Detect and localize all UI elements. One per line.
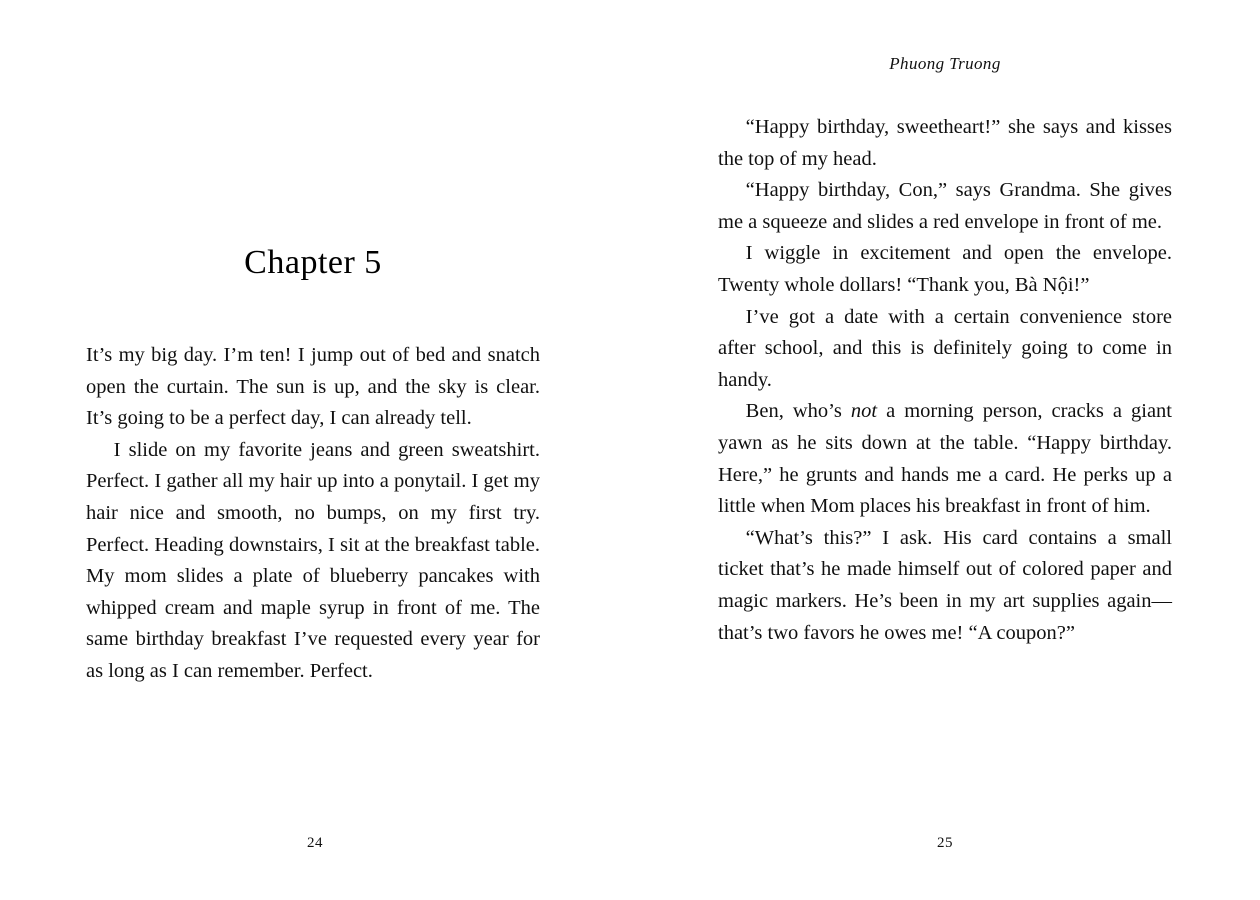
paragraph-part: a morning person, cracks a giant yawn as he sits down at the table. “Happy birthday. Here,” he grunts and hands me a card. He perks up a little when Mom places his breakfast in front of him. (718, 400, 1172, 518)
paragraph: “Happy birthday, sweetheart!” she says and kisses the top of my head. (718, 116, 1172, 170)
right-body-text (718, 112, 1172, 649)
paragraph (718, 396, 1172, 522)
left-body-text (86, 340, 540, 688)
right-page (630, 0, 1260, 900)
paragraph: “Happy birthday, Con,” says Grandma. She gives me a squeeze and slides a red envelope in front of me. (718, 179, 1172, 233)
emphasis-not: not (850, 400, 878, 423)
paragraph: I wiggle in excitement and open the envelope. Twenty whole dollars! “Thank you, Bà Nội!” (718, 242, 1172, 296)
left-page-number: 24 (307, 835, 323, 851)
paragraph: “What’s this?” I ask. His card contains a small ticket that’s he made himself out of colored paper and magic markers. He’s been in my art supplies again—that’s two favors he owes me! “A coupon?” (718, 526, 1172, 644)
paragraph: I’ve got a date with a certain convenience store after school, and this is definitely going to come in handy. (718, 305, 1172, 391)
chapter-title: Chapter 5 (244, 244, 382, 281)
paragraph-part: Ben, who’s (745, 400, 851, 423)
paragraph: I slide on my favorite jeans and green sweatshirt. Perfect. I gather all my hair up into a ponytail. I get my hair nice and smooth, no bumps, on my first try. Perfect. Heading downstairs, I sit at the breakfast table. My mom slides a plate of blueberry pancakes with whipped cream and maple syrup in front of me. The same birthday breakfast I’ve requested every year for as long as I can remember. Perfect. (86, 438, 540, 682)
right-page-number: 25 (937, 835, 953, 851)
right-running-head: Phuong Truong (889, 54, 1001, 73)
paragraph: It’s my big day. I’m ten! I jump out of bed and snatch open the curtain. The sun is up, and the sky is clear. It’s going to be a perfect day, I can already tell. (86, 344, 540, 430)
